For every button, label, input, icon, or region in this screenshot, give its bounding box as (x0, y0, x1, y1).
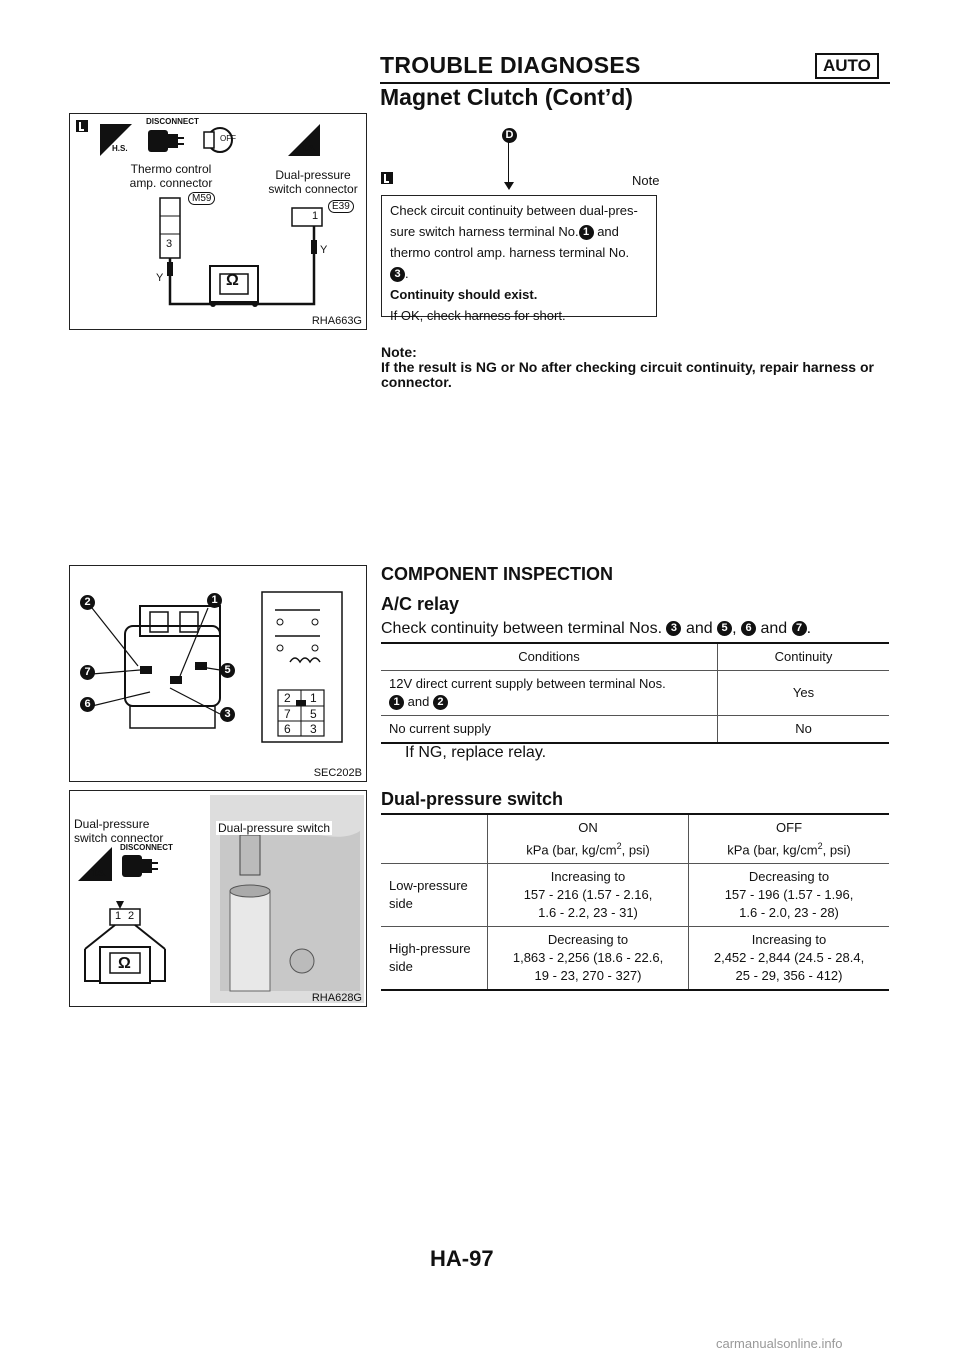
cell-text: 12V direct current supply between terminal Nos. (389, 676, 666, 691)
terminal-3-icon: 3 (390, 267, 405, 282)
cell-line: Decreasing to (748, 869, 830, 885)
table-row (381, 716, 889, 744)
box-line-5: Continuity should exist. (390, 287, 538, 302)
figure-dual-pressure-switch (69, 790, 367, 1007)
figure-id: RHA628G (311, 992, 362, 1004)
table-header-on (488, 814, 689, 864)
table-cell: High-pressure side (381, 927, 488, 991)
component-inspection-title: COMPONENT INSPECTION (381, 564, 614, 584)
box-line-1: Check circuit continuity between dual-pres- (390, 203, 638, 218)
table-cell (689, 864, 889, 927)
relay-callout-5 (220, 662, 235, 680)
box-line-2b: and (597, 224, 619, 239)
cell-line: Decreasing to (547, 932, 629, 948)
table-cell: No current supply (381, 716, 718, 744)
ohm-icon: Ω (118, 955, 131, 972)
table-row (381, 864, 889, 927)
check-text: Check continuity between terminal Nos. (381, 620, 663, 637)
wire-color-y-left: Y (156, 272, 164, 284)
hs-icon-label: H.S. (112, 144, 128, 153)
box-line-4: . (405, 266, 409, 281)
step-label (502, 127, 517, 145)
note-block (381, 345, 891, 390)
cell-line: 1.6 - 2.0, 23 - 28) (739, 905, 839, 921)
grid-7: 7 (284, 707, 291, 721)
callout-1-icon: 1 (207, 593, 222, 608)
callout-6-icon: 6 (80, 697, 95, 712)
off-sup: 2 (817, 841, 823, 851)
off-label: OFF (220, 134, 236, 143)
table-cell: Low-pressure side (381, 864, 488, 927)
dual-pressure-title: Dual-pressure switch (381, 789, 564, 809)
watermark: carmanualsonline.info (716, 1336, 843, 1351)
auto-tag: AUTO (815, 53, 879, 79)
relay-callout-7 (80, 664, 95, 682)
dual-connector-label: Dual-pressure switch connector (268, 168, 358, 196)
pin-2: 2 (128, 910, 135, 922)
ts-icon-label: T.S. (302, 144, 316, 153)
cell-and: and (407, 694, 430, 709)
relay-continuity-table (381, 642, 889, 744)
ng-instruction: If NG, replace relay. (405, 744, 547, 761)
pin-1: 1 (115, 910, 122, 922)
cell-line: 19 - 23, 270 - 327) (534, 968, 642, 984)
cell-line: 1.6 - 2.2, 23 - 31) (538, 905, 638, 921)
cell-line: 25 - 29, 356 - 412) (735, 968, 843, 984)
on-label: ON (578, 820, 598, 835)
and-text: and (685, 620, 713, 637)
dual-pin-1: 1 (312, 210, 319, 222)
table-cell: Yes (718, 671, 890, 716)
connector-label: Dual-pressure switch connector (74, 817, 164, 845)
table-header-off (689, 814, 889, 864)
terminal-1-icon: 1 (389, 695, 404, 710)
callout-2-icon: 2 (80, 595, 95, 610)
cell-line: Increasing to (751, 932, 827, 948)
on-units-b: , psi) (621, 842, 650, 858)
cell-line: 2,452 - 2,844 (24.5 - 28.4, (713, 950, 865, 966)
table-row (381, 927, 889, 991)
switch-label: Dual-pressure switch (218, 821, 331, 835)
table-header: Continuity (718, 643, 890, 671)
comma-text: , (732, 620, 737, 637)
relay-callout-2 (80, 594, 95, 612)
dual-connector-code: E39 (328, 200, 354, 213)
step-arrow (508, 142, 509, 182)
grid-3: 3 (310, 722, 317, 736)
on-units: kPa (bar, kg/cm (526, 842, 617, 858)
dual-pressure-table (381, 813, 889, 991)
wire-color-y-right: Y (320, 244, 328, 256)
off-units-b: , psi) (822, 842, 851, 858)
grid-5: 5 (310, 707, 317, 721)
table-cell (488, 927, 689, 991)
grid-2: 2 (284, 691, 291, 705)
relay-callout-1 (207, 592, 222, 610)
thermo-connector-code: M59 (188, 192, 215, 205)
cell-line: 157 - 216 (1.57 - 2.16, (523, 887, 653, 903)
disconnect-label: DISCONNECT (146, 117, 199, 126)
period-text: . (806, 620, 812, 637)
figure-id: RHA663G (311, 315, 362, 327)
callout-5-icon: 5 (220, 663, 235, 678)
table-header: Conditions (381, 643, 718, 671)
table-row (381, 814, 889, 864)
and-text-2: and (760, 620, 788, 637)
grid-6: 6 (284, 722, 291, 736)
note-body: If the result is NG or No after checking circuit continuity, repair harness or connector. (381, 359, 874, 390)
on-sup: 2 (616, 841, 622, 851)
table-cell (381, 671, 718, 716)
cell-line: 157 - 196 (1.57 - 1.96, (724, 887, 854, 903)
terminal-3-icon: 3 (666, 621, 681, 636)
thermo-connector-label: Thermo control amp. connector (129, 162, 213, 190)
relay-callout-3 (220, 706, 235, 724)
note-label: Note (632, 173, 660, 188)
disconnect-label: DISCONNECT (120, 843, 173, 852)
terminal-5-icon: 5 (717, 621, 732, 636)
figure-ac-relay (69, 565, 367, 782)
note-marker-icon (381, 172, 393, 184)
table-cell (488, 864, 689, 927)
table-cell: No (795, 721, 812, 736)
table-row (381, 671, 889, 716)
callout-3-icon: 3 (220, 707, 235, 722)
figure-harness-check (69, 113, 367, 330)
box-line-3: thermo control amp. harness terminal No. (390, 245, 630, 260)
page-subtitle: Magnet Clutch (Cont’d) (380, 84, 633, 110)
table-row (381, 643, 889, 671)
note-heading: Note: (381, 344, 417, 360)
section-title: TROUBLE DIAGNOSES (380, 52, 641, 78)
relay-check-line (381, 620, 811, 638)
terminal-6-icon: 6 (741, 621, 756, 636)
figure-id: SEC202B (313, 767, 362, 779)
cell-line: 1,863 - 2,256 (18.6 - 22.6, (512, 950, 664, 966)
relay-callout-6 (80, 696, 95, 714)
cell-line: Increasing to (550, 869, 626, 885)
callout-7-icon: 7 (80, 665, 95, 680)
ts-icon-label: T.S. (92, 869, 106, 878)
grid-1: 1 (310, 691, 317, 705)
ac-relay-title: A/C relay (381, 594, 460, 614)
terminal-2-icon: 2 (433, 695, 448, 710)
check-instruction-box (381, 195, 657, 323)
thermo-pin-3: 3 (166, 238, 173, 250)
terminal-1-icon: 1 (579, 225, 594, 240)
terminal-7-icon: 7 (792, 621, 807, 636)
box-line-2: sure switch harness terminal No. (390, 224, 579, 239)
off-label: OFF (776, 820, 803, 835)
step-arrow-head (504, 182, 514, 190)
box-line-6: If OK, check harness for short. (390, 308, 566, 323)
step-d-icon: D (502, 128, 517, 143)
table-cell (689, 927, 889, 991)
ohm-icon: Ω (226, 272, 239, 289)
off-units: kPa (bar, kg/cm (727, 842, 818, 858)
page-number: HA-97 (430, 1246, 494, 1271)
table-header-empty (381, 814, 488, 864)
